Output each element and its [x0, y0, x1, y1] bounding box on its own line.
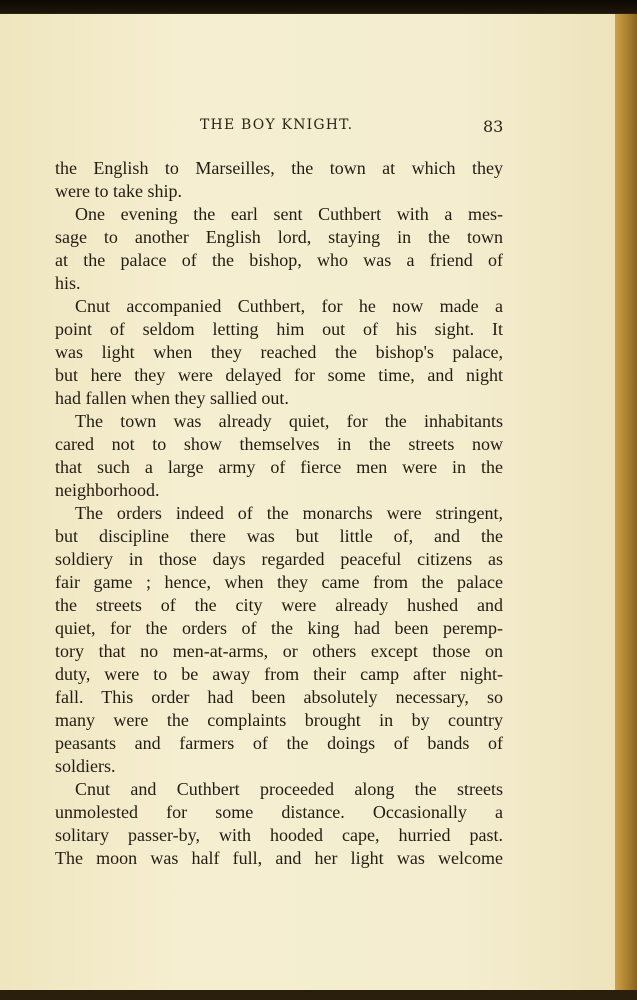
text-line: was light when they reached the bishop's palace, — [55, 342, 503, 362]
text-line: the streets of the city were already hushed and — [55, 595, 503, 615]
text-line: soldiery in those days regarded peaceful citizens as — [55, 549, 503, 569]
text-line: point of seldom letting him out of his sight. It — [55, 319, 503, 339]
text-line: his. — [55, 273, 81, 293]
book-fore-edge — [615, 14, 637, 994]
text-line: that such a large army of fierce men were in the — [55, 457, 503, 477]
text-line: neighborhood. — [55, 480, 160, 500]
text-line: fair game ; hence, when they came from the palace — [55, 572, 503, 592]
text-line: The orders indeed of the monarchs were stringent, — [75, 503, 503, 523]
running-title: THE BOY KNIGHT. — [200, 117, 354, 133]
text-line: Cnut accompanied Cuthbert, for he now made a — [75, 296, 503, 316]
text-line: but discipline there was but little of, and the — [55, 526, 503, 546]
book-bottom-edge — [0, 990, 637, 1000]
text-line: but here they were delayed for some time, and night — [55, 365, 503, 385]
text-line: peasants and farmers of the doings of bands of — [55, 733, 503, 753]
text-line: unmolested for some distance. Occasionally a — [55, 802, 503, 822]
book-page — [0, 14, 616, 990]
text-line: Cnut and Cuthbert proceeded along the streets — [75, 779, 503, 799]
text-line: tory that no men-at-arms, or others except those on — [55, 641, 503, 661]
text-line: duty, were to be away from their camp after night- — [55, 664, 503, 684]
text-line: One evening the earl sent Cuthbert with a mes- — [75, 204, 503, 224]
text-line: sage to another English lord, staying in the town — [55, 227, 503, 247]
text-line: the English to Marseilles, the town at which they — [55, 158, 503, 178]
text-line: cared not to show themselves in the streets now — [55, 434, 503, 454]
text-line: at the palace of the bishop, who was a friend of — [55, 250, 503, 270]
page-number: 83 — [483, 117, 504, 136]
text-line: fall. This order had been absolutely necessary, so — [55, 687, 503, 707]
text-line: many were the complaints brought in by country — [55, 710, 503, 730]
text-line: The moon was half full, and her light was welcome — [55, 848, 503, 868]
text-line: solitary passer-by, with hooded cape, hurried past. — [55, 825, 503, 845]
text-line: were to take ship. — [55, 181, 182, 201]
text-line: had fallen when they sallied out. — [55, 388, 289, 408]
text-line: The town was already quiet, for the inhabitants — [75, 411, 503, 431]
text-line: soldiers. — [55, 756, 116, 776]
body-text — [55, 157, 503, 870]
text-line: quiet, for the orders of the king had been peremp- — [55, 618, 503, 638]
